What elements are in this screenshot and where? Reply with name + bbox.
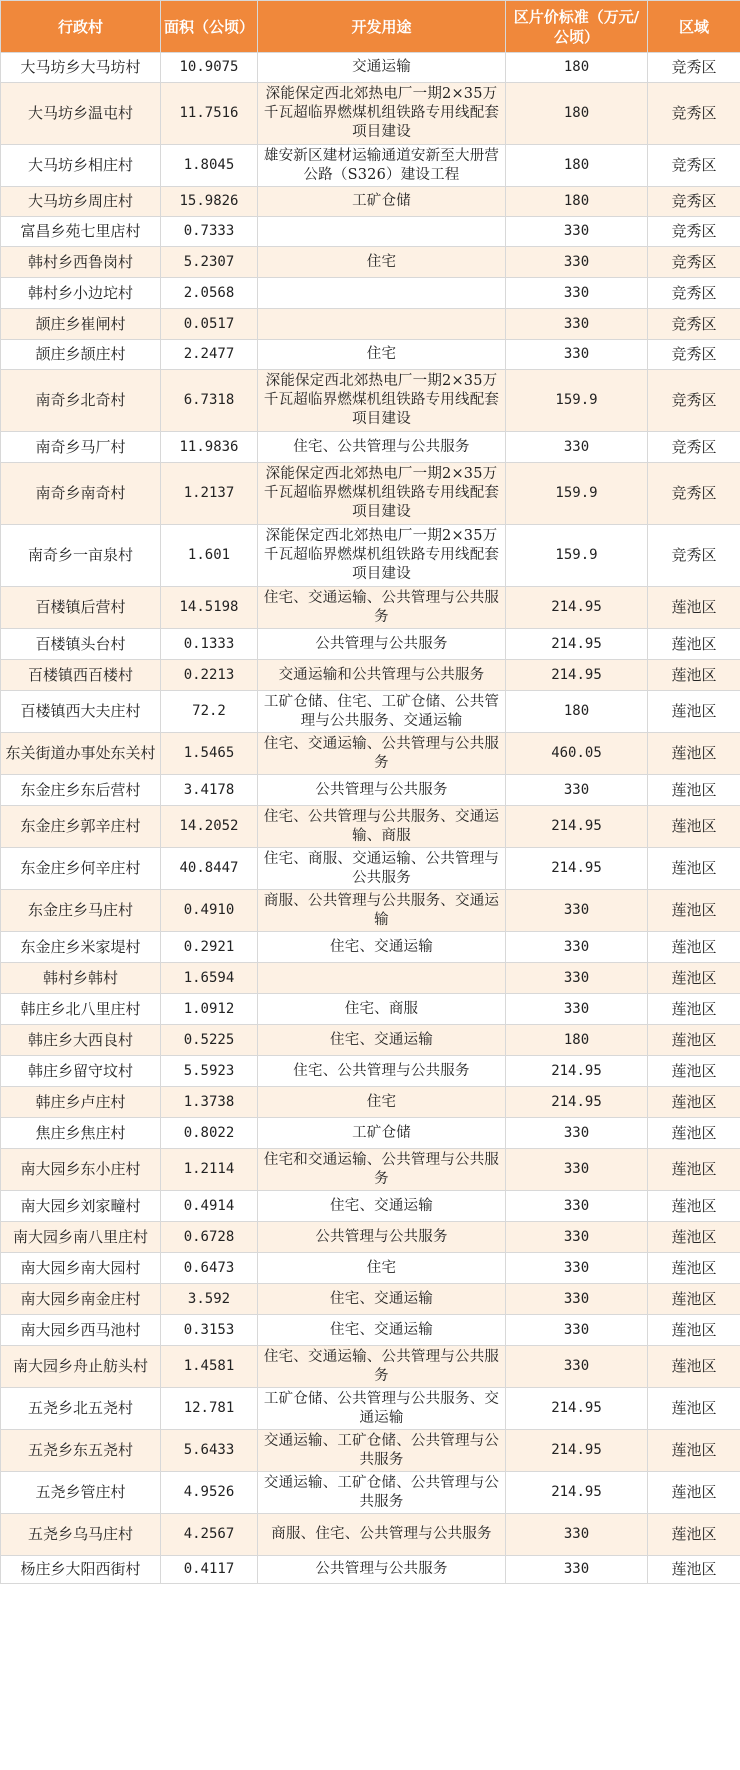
row-district: 莲池区: [648, 806, 740, 848]
row-area: 0.3153: [161, 1315, 258, 1346]
row-area: 0.4914: [161, 1191, 258, 1222]
table-row: [1, 1284, 740, 1315]
row-village: 大马坊乡温屯村: [1, 83, 161, 145]
row-use: 交通运输和公共管理与公共服务: [258, 660, 506, 691]
row-village: 颉庄乡崔闸村: [1, 309, 161, 340]
table-header: [1, 1, 740, 53]
row-use: 住宅、公共管理与公共服务、交通运输、商服: [258, 806, 506, 848]
row-use: 住宅、交通运输、公共管理与公共服务: [258, 1346, 506, 1388]
table-row: [1, 1472, 740, 1514]
row-use: 公共管理与公共服务: [258, 1222, 506, 1253]
row-use: 深能保定西北郊热电厂一期2×35万千瓦超临界燃煤机组铁路专用线配套项目建设: [258, 83, 506, 145]
row-use: [258, 309, 506, 340]
row-area: 3.592: [161, 1284, 258, 1315]
row-price: 214.95: [506, 806, 648, 848]
row-area: 4.9526: [161, 1472, 258, 1514]
row-price: 180: [506, 53, 648, 83]
row-use: 住宅、交通运输、公共管理与公共服务: [258, 733, 506, 775]
table-row: [1, 309, 740, 340]
row-district: 莲池区: [648, 1388, 740, 1430]
row-price: 330: [506, 963, 648, 994]
row-district: 莲池区: [648, 890, 740, 932]
row-district: 莲池区: [648, 1222, 740, 1253]
row-area: 1.8045: [161, 145, 258, 187]
row-village: 百楼镇西大夫庄村: [1, 691, 161, 733]
row-village: 五尧乡管庄村: [1, 1472, 161, 1514]
table-row: [1, 660, 740, 691]
row-price: 460.05: [506, 733, 648, 775]
row-district: 莲池区: [648, 1025, 740, 1056]
row-village: 东金庄乡郭辛庄村: [1, 806, 161, 848]
row-use: 交通运输、工矿仓储、公共管理与公共服务: [258, 1430, 506, 1472]
row-use: 住宅、商服: [258, 994, 506, 1025]
row-district: 竞秀区: [648, 463, 740, 525]
row-village: 东金庄乡米家堤村: [1, 932, 161, 963]
row-village: 百楼镇后营村: [1, 587, 161, 629]
row-use: 商服、公共管理与公共服务、交通运输: [258, 890, 506, 932]
row-village: 五尧乡东五尧村: [1, 1430, 161, 1472]
table-row: [1, 370, 740, 432]
row-district: 莲池区: [648, 932, 740, 963]
row-district: 莲池区: [648, 848, 740, 890]
row-district: 莲池区: [648, 1087, 740, 1118]
row-village: 大马坊乡相庄村: [1, 145, 161, 187]
row-area: 12.781: [161, 1388, 258, 1430]
row-price: 330: [506, 309, 648, 340]
row-price: 330: [506, 1253, 648, 1284]
row-village: 大马坊乡周庄村: [1, 187, 161, 217]
header-price: 区片价标准（万元/公顷）: [506, 1, 648, 53]
row-village: 韩庄乡北八里庄村: [1, 994, 161, 1025]
row-area: 1.601: [161, 525, 258, 587]
row-use: 雄安新区建材运输通道安新至大册营公路（S326）建设工程: [258, 145, 506, 187]
header-district: 区域: [648, 1, 740, 53]
row-district: 莲池区: [648, 1472, 740, 1514]
row-use: 住宅: [258, 1087, 506, 1118]
table-row: [1, 1087, 740, 1118]
row-district: 竞秀区: [648, 309, 740, 340]
row-village: 南大园乡西马池村: [1, 1315, 161, 1346]
table-row: [1, 1514, 740, 1556]
row-price: 330: [506, 890, 648, 932]
table-row: [1, 994, 740, 1025]
row-price: 180: [506, 187, 648, 217]
table-row: [1, 525, 740, 587]
table-body: [1, 53, 740, 1584]
row-district: 竞秀区: [648, 340, 740, 370]
row-village: 南大园乡东小庄村: [1, 1149, 161, 1191]
row-price: 180: [506, 691, 648, 733]
table-row: [1, 463, 740, 525]
row-price: 214.95: [506, 1472, 648, 1514]
row-price: 330: [506, 994, 648, 1025]
row-area: 1.2114: [161, 1149, 258, 1191]
row-area: 0.2213: [161, 660, 258, 691]
table-row: [1, 1118, 740, 1149]
row-district: 竞秀区: [648, 83, 740, 145]
table-row: [1, 733, 740, 775]
row-price: 214.95: [506, 1056, 648, 1087]
row-district: 竞秀区: [648, 278, 740, 309]
row-price: 330: [506, 217, 648, 247]
row-district: 莲池区: [648, 1430, 740, 1472]
row-village: 韩村乡小边坨村: [1, 278, 161, 309]
row-area: 5.2307: [161, 247, 258, 278]
row-village: 南奇乡马厂村: [1, 432, 161, 463]
table-row: [1, 629, 740, 660]
row-district: 莲池区: [648, 691, 740, 733]
row-use: 深能保定西北郊热电厂一期2×35万千瓦超临界燃煤机组铁路专用线配套项目建设: [258, 525, 506, 587]
row-use: 住宅: [258, 247, 506, 278]
row-area: 40.8447: [161, 848, 258, 890]
row-district: 莲池区: [648, 775, 740, 806]
row-village: 韩庄乡大西良村: [1, 1025, 161, 1056]
table-row: [1, 775, 740, 806]
row-district: 莲池区: [648, 963, 740, 994]
row-use: 公共管理与公共服务: [258, 1556, 506, 1584]
table-row: [1, 1025, 740, 1056]
table-row: [1, 217, 740, 247]
row-use: 工矿仓储、住宅、工矿仓储、公共管理与公共服务、交通运输: [258, 691, 506, 733]
row-village: 东金庄乡东后营村: [1, 775, 161, 806]
row-area: 1.6594: [161, 963, 258, 994]
row-price: 330: [506, 1346, 648, 1388]
row-village: 大马坊乡大马坊村: [1, 53, 161, 83]
row-district: 莲池区: [648, 1514, 740, 1556]
table-row: [1, 1346, 740, 1388]
row-district: 莲池区: [648, 1315, 740, 1346]
row-price: 180: [506, 1025, 648, 1056]
row-district: 竞秀区: [648, 217, 740, 247]
row-village: 杨庄乡大阳西街村: [1, 1556, 161, 1584]
row-use: 住宅、交通运输: [258, 1191, 506, 1222]
table-row: [1, 587, 740, 629]
row-area: 1.4581: [161, 1346, 258, 1388]
row-village: 南奇乡一亩泉村: [1, 525, 161, 587]
row-district: 竞秀区: [648, 370, 740, 432]
row-village: 百楼镇西百楼村: [1, 660, 161, 691]
row-area: 6.7318: [161, 370, 258, 432]
row-use: 住宅、商服、交通运输、公共管理与公共服务: [258, 848, 506, 890]
row-price: 159.9: [506, 525, 648, 587]
row-village: 南奇乡南奇村: [1, 463, 161, 525]
row-use: 住宅: [258, 340, 506, 370]
row-area: 0.4910: [161, 890, 258, 932]
row-district: 莲池区: [648, 994, 740, 1025]
row-price: 180: [506, 83, 648, 145]
row-area: 2.0568: [161, 278, 258, 309]
row-price: 330: [506, 1556, 648, 1584]
table-row: [1, 848, 740, 890]
row-area: 1.3738: [161, 1087, 258, 1118]
row-village: 韩庄乡留守坟村: [1, 1056, 161, 1087]
row-village: 东金庄乡马庄村: [1, 890, 161, 932]
row-village: 东关街道办事处东关村: [1, 733, 161, 775]
row-district: 竞秀区: [648, 432, 740, 463]
row-use: 商服、住宅、公共管理与公共服务: [258, 1514, 506, 1556]
row-area: 5.6433: [161, 1430, 258, 1472]
row-village: 南大园乡舟止舫头村: [1, 1346, 161, 1388]
table-row: [1, 247, 740, 278]
row-district: 莲池区: [648, 629, 740, 660]
row-use: 住宅、交通运输: [258, 1284, 506, 1315]
row-district: 竞秀区: [648, 53, 740, 83]
row-price: 180: [506, 145, 648, 187]
row-price: 330: [506, 340, 648, 370]
table-row: [1, 278, 740, 309]
row-use: 住宅、公共管理与公共服务: [258, 1056, 506, 1087]
row-village: 南奇乡北奇村: [1, 370, 161, 432]
row-price: 214.95: [506, 1430, 648, 1472]
row-village: 南大园乡南大园村: [1, 1253, 161, 1284]
row-price: 330: [506, 1149, 648, 1191]
row-price: 214.95: [506, 587, 648, 629]
row-area: 0.4117: [161, 1556, 258, 1584]
row-price: 330: [506, 278, 648, 309]
row-price: 214.95: [506, 629, 648, 660]
table-row: [1, 1056, 740, 1087]
row-district: 竞秀区: [648, 187, 740, 217]
row-area: 11.7516: [161, 83, 258, 145]
row-use: 住宅: [258, 1253, 506, 1284]
row-village: 颉庄乡颉庄村: [1, 340, 161, 370]
row-use: 住宅、交通运输: [258, 1315, 506, 1346]
row-area: 14.5198: [161, 587, 258, 629]
row-price: 330: [506, 932, 648, 963]
row-price: 330: [506, 1514, 648, 1556]
row-area: 0.6728: [161, 1222, 258, 1253]
row-use: 深能保定西北郊热电厂一期2×35万千瓦超临界燃煤机组铁路专用线配套项目建设: [258, 463, 506, 525]
header-village: 行政村: [1, 1, 161, 53]
row-district: 莲池区: [648, 1118, 740, 1149]
row-area: 5.5923: [161, 1056, 258, 1087]
row-price: 159.9: [506, 463, 648, 525]
table-row: [1, 145, 740, 187]
row-area: 3.4178: [161, 775, 258, 806]
row-use: 工矿仓储: [258, 187, 506, 217]
row-area: 1.5465: [161, 733, 258, 775]
table-row: [1, 1315, 740, 1346]
row-area: 14.2052: [161, 806, 258, 848]
row-village: 南大园乡南金庄村: [1, 1284, 161, 1315]
row-price: 214.95: [506, 1087, 648, 1118]
row-district: 莲池区: [648, 1056, 740, 1087]
row-price: 330: [506, 247, 648, 278]
row-price: 214.95: [506, 848, 648, 890]
table-row: [1, 932, 740, 963]
row-use: 住宅、交通运输: [258, 932, 506, 963]
row-price: 330: [506, 775, 648, 806]
row-price: 159.9: [506, 370, 648, 432]
row-use: 住宅和交通运输、公共管理与公共服务: [258, 1149, 506, 1191]
table-row: [1, 890, 740, 932]
row-area: 11.9836: [161, 432, 258, 463]
row-use: 交通运输、工矿仓储、公共管理与公共服务: [258, 1472, 506, 1514]
row-use: 深能保定西北郊热电厂一期2×35万千瓦超临界燃煤机组铁路专用线配套项目建设: [258, 370, 506, 432]
row-use: [258, 278, 506, 309]
row-price: 330: [506, 432, 648, 463]
row-area: 0.0517: [161, 309, 258, 340]
row-area: 2.2477: [161, 340, 258, 370]
table-row: [1, 806, 740, 848]
row-district: 莲池区: [648, 733, 740, 775]
table-row: [1, 963, 740, 994]
header-row: [1, 1, 740, 53]
row-area: 0.6473: [161, 1253, 258, 1284]
row-use: [258, 217, 506, 247]
row-use: 交通运输: [258, 53, 506, 83]
row-district: 莲池区: [648, 1191, 740, 1222]
row-price: 330: [506, 1191, 648, 1222]
row-use: 住宅、交通运输、公共管理与公共服务: [258, 587, 506, 629]
row-village: 富昌乡苑七里店村: [1, 217, 161, 247]
row-village: 南大园乡刘家疃村: [1, 1191, 161, 1222]
table-row: [1, 1430, 740, 1472]
table-row: [1, 1388, 740, 1430]
row-area: 0.5225: [161, 1025, 258, 1056]
row-area: 0.1333: [161, 629, 258, 660]
row-price: 330: [506, 1315, 648, 1346]
row-use: 公共管理与公共服务: [258, 629, 506, 660]
row-village: 韩庄乡卢庄村: [1, 1087, 161, 1118]
table-row: [1, 187, 740, 217]
header-use: 开发用途: [258, 1, 506, 53]
row-use: 工矿仓储、公共管理与公共服务、交通运输: [258, 1388, 506, 1430]
table-row: [1, 1222, 740, 1253]
header-area: 面积（公顷）: [161, 1, 258, 53]
row-village: 韩村乡西鲁岗村: [1, 247, 161, 278]
row-area: 0.8022: [161, 1118, 258, 1149]
row-district: 竞秀区: [648, 525, 740, 587]
row-price: 214.95: [506, 660, 648, 691]
row-use: 住宅、公共管理与公共服务: [258, 432, 506, 463]
row-village: 百楼镇头台村: [1, 629, 161, 660]
row-district: 莲池区: [648, 1253, 740, 1284]
row-area: 1.0912: [161, 994, 258, 1025]
row-village: 南大园乡南八里庄村: [1, 1222, 161, 1253]
row-price: 330: [506, 1118, 648, 1149]
table-row: [1, 1149, 740, 1191]
row-village: 韩村乡韩村: [1, 963, 161, 994]
table-row: [1, 83, 740, 145]
row-area: 15.9826: [161, 187, 258, 217]
row-area: 0.2921: [161, 932, 258, 963]
row-village: 焦庄乡焦庄村: [1, 1118, 161, 1149]
table-row: [1, 53, 740, 83]
table-row: [1, 1191, 740, 1222]
table-row: [1, 432, 740, 463]
row-village: 五尧乡北五尧村: [1, 1388, 161, 1430]
row-use: 工矿仓储: [258, 1118, 506, 1149]
row-use: 公共管理与公共服务: [258, 775, 506, 806]
row-district: 莲池区: [648, 1346, 740, 1388]
row-district: 莲池区: [648, 660, 740, 691]
row-use: [258, 963, 506, 994]
row-village: 东金庄乡何辛庄村: [1, 848, 161, 890]
row-district: 竞秀区: [648, 247, 740, 278]
row-village: 五尧乡乌马庄村: [1, 1514, 161, 1556]
row-district: 莲池区: [648, 1556, 740, 1584]
table-row: [1, 1253, 740, 1284]
row-price: 214.95: [506, 1388, 648, 1430]
row-use: 住宅、交通运输: [258, 1025, 506, 1056]
row-district: 莲池区: [648, 587, 740, 629]
row-district: 莲池区: [648, 1284, 740, 1315]
row-area: 10.9075: [161, 53, 258, 83]
row-area: 72.2: [161, 691, 258, 733]
row-price: 330: [506, 1222, 648, 1253]
row-district: 莲池区: [648, 1149, 740, 1191]
table-row: [1, 1556, 740, 1584]
row-area: 4.2567: [161, 1514, 258, 1556]
row-area: 0.7333: [161, 217, 258, 247]
row-district: 竞秀区: [648, 145, 740, 187]
row-area: 1.2137: [161, 463, 258, 525]
row-price: 330: [506, 1284, 648, 1315]
table-row: [1, 340, 740, 370]
table-row: [1, 691, 740, 733]
